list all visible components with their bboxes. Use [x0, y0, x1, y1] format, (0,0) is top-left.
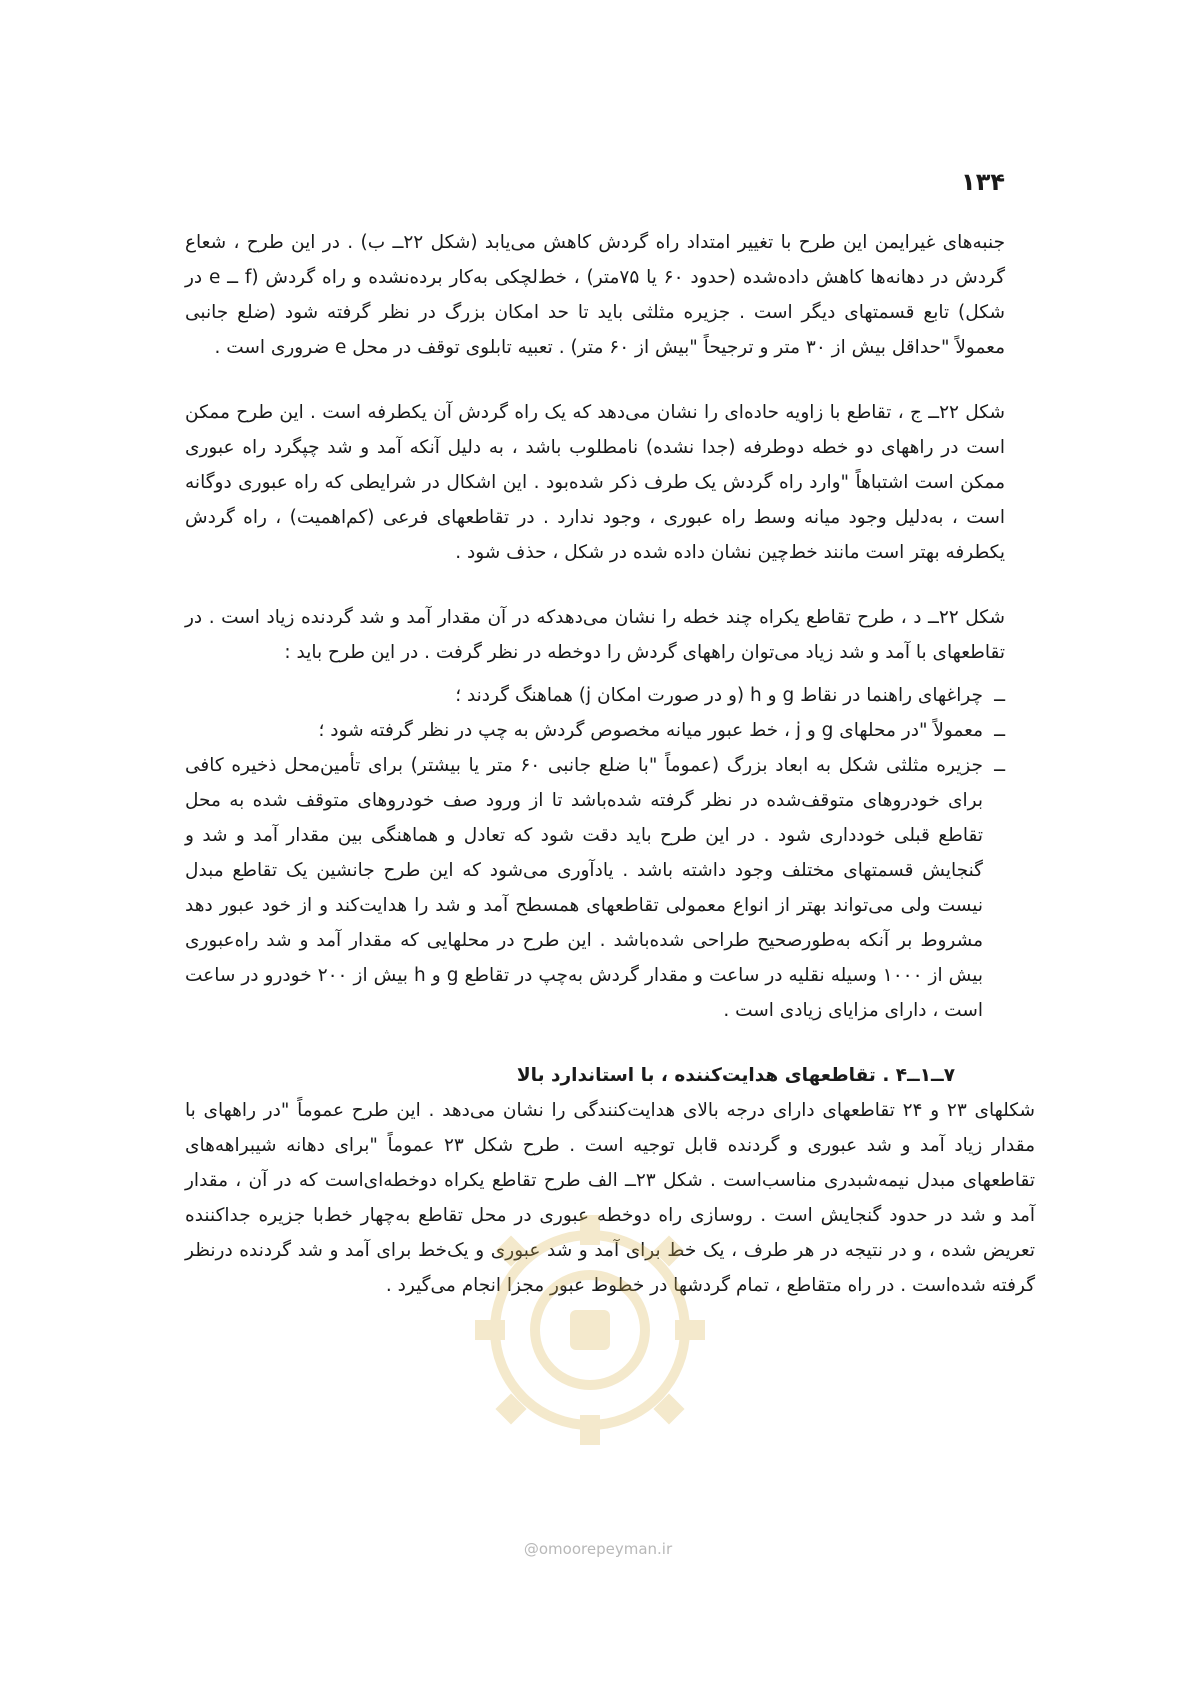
- dash-bullet-icon: ــ: [994, 685, 1005, 706]
- requirements-list: [185, 678, 1005, 1028]
- list-item-text: معمولاً "در محلهای g و j ، خط عبور میانه مخصوص گردش به چپ در نظر گرفته شود ؛: [318, 720, 983, 741]
- dash-bullet-icon: ــ: [994, 755, 1005, 776]
- watermark-text: @omoorepeyman.ir: [523, 1540, 673, 1558]
- list-item: [185, 713, 1005, 748]
- paragraph-2: شکل ۲۲ــ ج ، تقاطع با زاویه حاده‌ای را نشان می‌دهد که یک راه گردش آن یکطرفه است . این طرح ممکن است در راههای دو خطه دوطرفه (جدا نشده) نامطلوب باشد ، به دلیل آنکه آمد و شد چپگرد راه عبوری ممکن است اشتباهاً "وارد راه گردش یک طرف ذکر شده‌بود . این اشکال در شرایطی که راه عبوری دوگانه است ، به‌دلیل وجود میانه وسط راه عبوری ، وجود ندارد . در تقاطعهای فرعی (کم‌اهمیت) ، راه گردش یکطرفه بهتر است مانند خط‌چین نشان داده شده در شکل ، حذف شود .: [185, 402, 1005, 563]
- section-heading: ۷ــ۱ــ۴ . تقاطعهای هدایت‌کننده ، با استاندارد بالا: [516, 1065, 955, 1086]
- page-content: [185, 225, 1035, 1303]
- gear-seal-logo-icon: [470, 1210, 710, 1450]
- list-item: [185, 678, 1005, 713]
- list-item: [185, 748, 1005, 1028]
- paragraph-3: شکل ۲۲ــ د ، طرح تقاطع یکراه چند خطه را نشان می‌دهدکه در آن مقدار آمد و شد گردنده زیاد است . در تقاطعهای با آمد و شد زیاد می‌توان راههای گردش را دوخطه در نظر گرفت . در این طرح باید :: [185, 607, 1006, 663]
- list-item-text: جزیره مثلثی شکل به ابعاد بزرگ (عموماً "با ضلع جانبی ۶۰ متر یا بیشتر) برای تأمین‌محل ذخیره کافی برای خودروهای متوقف‌شده در نظر گرفته شده‌باشد تا از ورود صف خودروهای متوقف شده به محل تقاطع قبلی خودداری شود . در این طرح باید دقت شود که تعادل و هماهنگی بین مقدار آمد و شد و گنجایش قسمتهای مختلف وجود داشته باشد . یادآوری می‌شود که این طرح جانشین یک تقاطع مبدل نیست ولی می‌تواند بهتر از انواع معمولی تقاطعهای همسطح آمد و شد را هدایت‌کند و از خود عبور دهد مشروط بر آنکه به‌طورصحیح طراحی شده‌باشد . این طرح در محلهایی که مقدار آمد و شد راه‌عبوری بیش از ۱۰۰۰ وسیله نقلیه در ساعت و مقدار گردش به‌چپ در تقاطع g و h بیش از ۲۰۰ خودرو در ساعت است ، دارای مزایای زیادی است .: [185, 755, 983, 1021]
- paragraph-1: جنبه‌های غیرایمن این طرح با تغییر امتداد راه گردش کاهش می‌یابد (شکل ۲۲ــ ب) . در این طرح ، شعاع گردش در دهانه‌ها کاهش داده‌شده (حدود ۶۰ یا ۷۵متر) ، خط‌لچکی به‌کار برده‌نشده و راه گردش (f ــ e در شکل) تابع قسمتهای دیگر است . جزیره مثلثی باید تا حد امکان بزرگ در نظر گرفته شود (ضلع جانبی معمولاً "حداقل بیش از ۳۰ متر و ترجیحاً "بیش از ۶۰ متر) . تعبیه تابلوی توقف در محل e ضروری است .: [185, 232, 1006, 358]
- page-number: ۱۳۴: [961, 168, 1005, 196]
- section-body: شکلهای ۲۳ و ۲۴ تقاطعهای دارای درجه بالای هدایت‌کنندگی را نشان می‌دهد . این طرح عموماً "در راههای با مقدار زیاد آمد و شد عبوری و گردنده قابل توجیه است . طرح شکل ۲۳ عموماً "برای دهانه شیبراهه‌های تقاطعهای مبدل نیمه‌شبدری مناسب‌است . شکل ۲۳ــ الف طرح تقاطع یکراه دوخطه‌ای‌است که در آن ، مقدار آمد و شد در حدود گنجایش است . روسازی راه دوخطه عبوری در محل تقاطع به‌چهار خط‌با جزیره جداکننده تعریض شده ، و در نتیجه در هر طرف ، یک خط برای آمد و شد عبوری و یک‌خط برای آمد و شد گردنده درنظر گرفته شده‌است . در راه متقاطع ، تمام گردشها در خطوط عبور مجزا انجام می‌گیرد .: [185, 1100, 1035, 1296]
- list-item-text: چراغهای راهنما در نقاط g و h (و در صورت امکان j) هماهنگ گردند ؛: [455, 685, 983, 706]
- dash-bullet-icon: ــ: [994, 720, 1005, 741]
